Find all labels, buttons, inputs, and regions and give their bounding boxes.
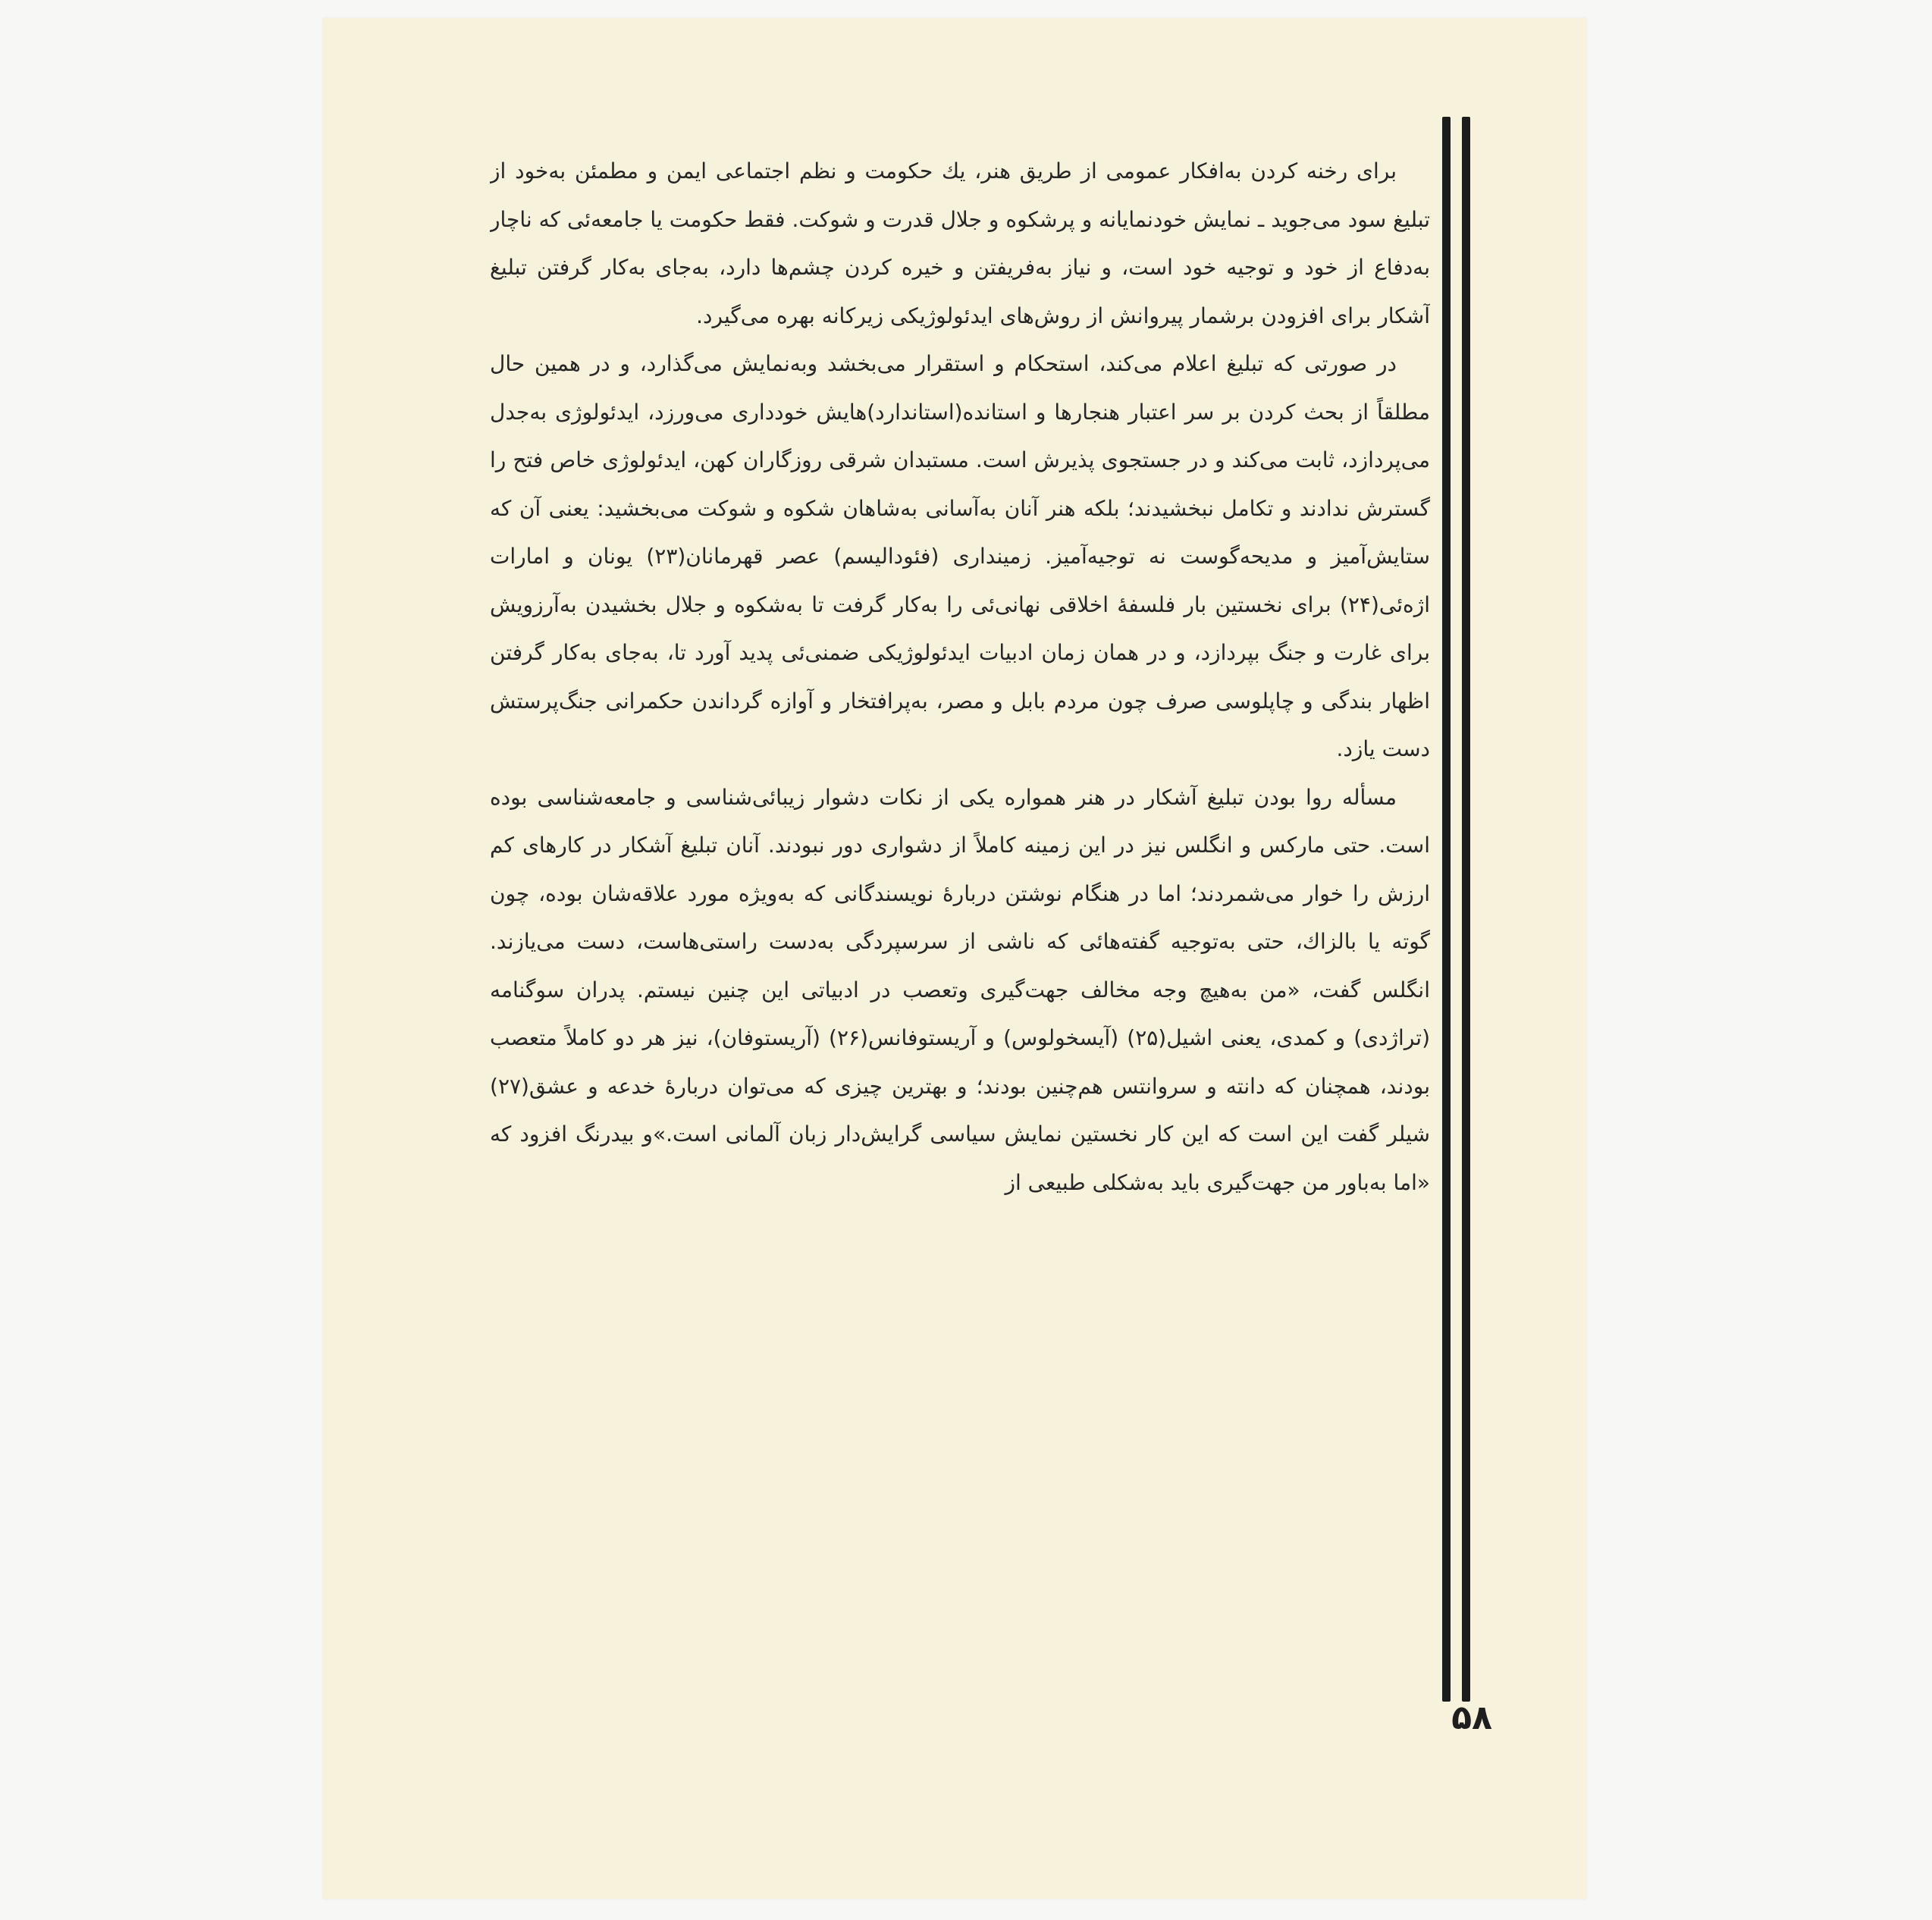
book-page	[323, 18, 1586, 1899]
paragraph-3: مسأله روا بودن تبلیغ آشکار در هنر همواره یکی از نکات دشوار زیبائی‌شناسی و جامعه‌شناسی بوده است. حتی مارکس و انگلس نیز در این زمینه کاملاً از دشواری دور نبودند. آنان تبلیغ آشکار در کارهای کم ارزش را خوار می‌شمردند؛ اما در هنگام نوشتن دربارهٔ نویسندگانی که به‌ویژه مورد علاقه‌شان بوده، چون گوته یا بالزاك، حتی به‌توجیه گفته‌هائی که ناشی از سرسپردگی به‌دست راستی‌هاست، دست می‌یازند. انگلس گفت، «من به‌هیچ وجه مخالف جهت‌گیری وتعصب در ادبیاتی این چنین نیستم. پدران سوگنامه (تراژدی) و کمدی، یعنی اشیل(۲۵) (آیسخولوس) و آریستوفانس(۲۶) (آریستوفان)، نیز هر دو کاملاً متعصب بودند، همچنان که دانته و سروانتس هم‌چنین بودند؛ و بهترین چیزی که می‌توان دربارهٔ خدعه و عشق(۲۷) شیلر گفت این است که این کار نخستین نمایش سیاسی گرایش‌دار زبان آلمانی است.»و بیدرنگ افزود که «اما به‌باور من جهت‌گیری باید به‌شکلی طبیعی از	[490, 784, 1430, 1195]
vertical-rule-inner	[1442, 117, 1451, 1702]
body-text	[490, 147, 1430, 1686]
paragraph-1: برای رخنه کردن به‌افکار عمومی از طریق هنر، یك حکومت و نظم اجتماعی ایمن و مطمئن به‌خود از تبلیغ سود می‌جوید ـ نمایش خودنمایانه و پرشکوه و جلال قدرت و شوکت. فقط حکومت یا جامعه‌ئی که ناچار به‌دفاع از خود و توجیه خود است، و نیاز به‌فریفتن و خیره کردن چشم‌ها دارد، به‌جای به‌کار گرفتن تبلیغ آشکار برای افزودن برشمار پیروانش از روش‌های ایدئولوژیکی زیرکانه بهره می‌گیرد.	[490, 158, 1430, 328]
page-number: ۵۸	[1451, 1699, 1492, 1737]
vertical-rule-outer	[1462, 117, 1470, 1702]
paragraph-2: در صورتی که تبلیغ اعلام می‌کند، استحکام و استقرار می‌بخشد وبه‌نمایش می‌گذارد، و در همین حال مطلقاً از بحث کردن بر سر اعتبار هنجارها و استانده(استاندارد)هایش خودداری می‌ورزد، ایدئولوژی به‌جدل می‌پردازد، ثابت می‌کند و در جستجوی پذیرش است. مستبدان شرقی روزگاران کهن، ایدئولوژی خاص فتح را گسترش ندادند و تکامل نبخشیدند؛ بلکه هنر آنان به‌آسانی به‌شاهان شکوه و شوکت می‌بخشید: یعنی آن که ستایش‌آمیز و مدیحه‌گوست نه توجیه‌آمیز. زمینداری (فئودالیسم) عصر قهرمانان(۲۳) یونان و امارات اژه‌ئی(۲۴) برای نخستین بار فلسفهٔ اخلاقی نهانی‌ئی را به‌کار گرفت تا به‌شکوه و جلال بخشیدن به‌آرزویش برای غارت و جنگ بپردازد، و در همان زمان ادبیات ایدئولوژیکی ضمنی‌ئی پدید آورد تا، به‌جای به‌کار گرفتن اظهار بندگی و چاپلوسی صرف چون مردم بابل و مصر، به‌پرافتخار و آوازه گرداندن حکمرانی جنگ‌پرستش دست یازد.	[490, 351, 1430, 761]
